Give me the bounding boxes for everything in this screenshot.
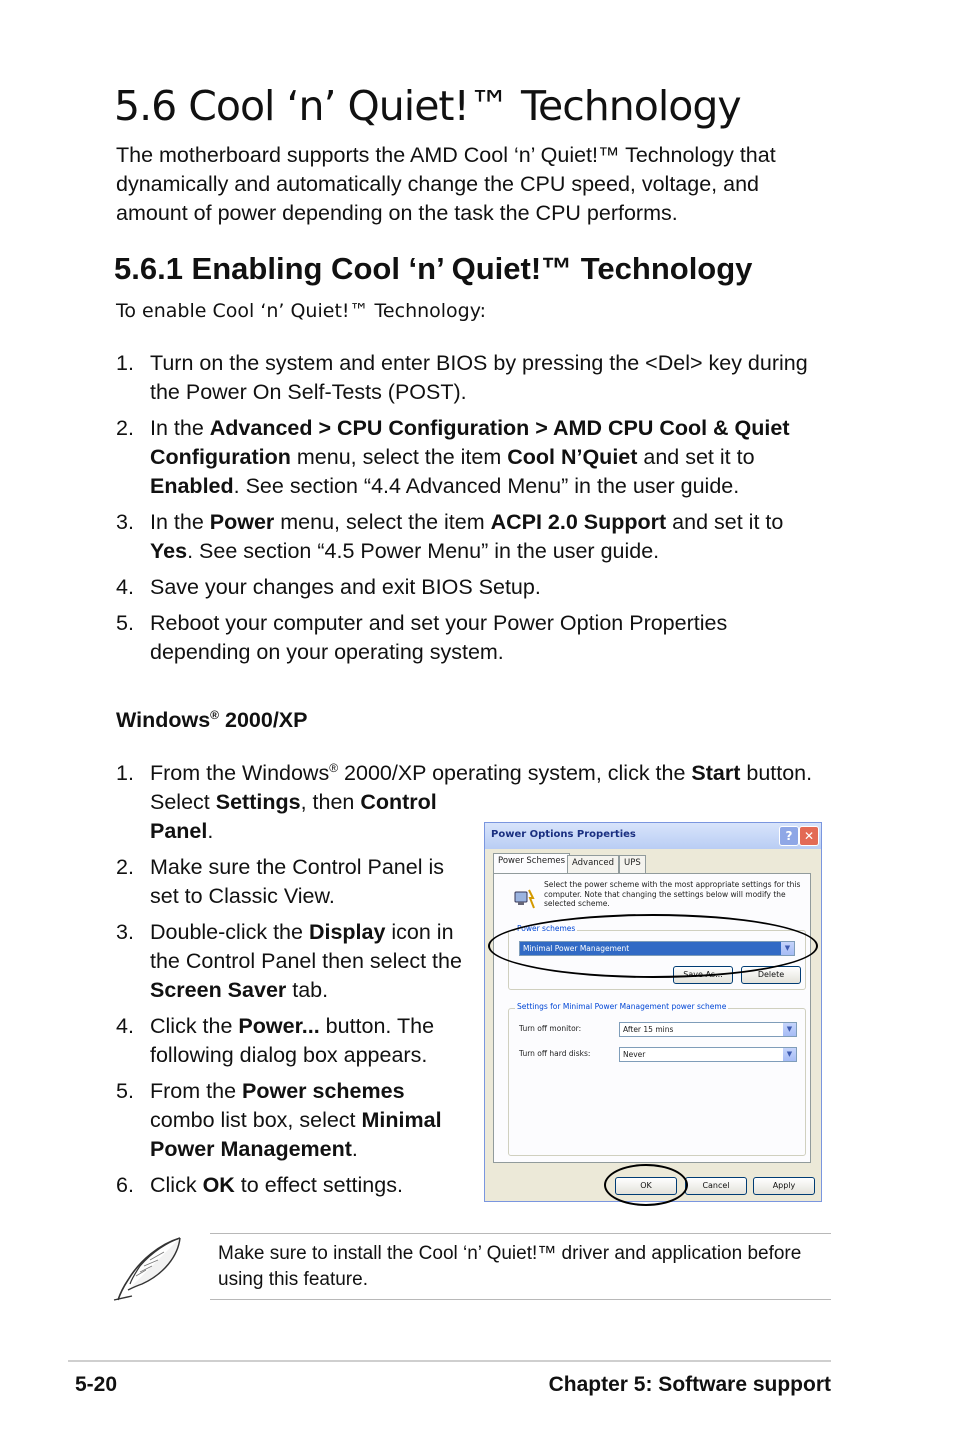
list-item: 4. Save your changes and exit BIOS Setup. [116, 575, 541, 599]
footer-divider [68, 1360, 831, 1362]
highlight-oval [604, 1164, 688, 1206]
list-item: 5. Reboot your computer and set your Power Option Properties depending on your operating system. [116, 611, 728, 664]
page-number: 5-20 [75, 1373, 118, 1396]
list-item: 1. From the Windows® 2000/XP operating system, click the Start button. Select Settings, then Control Panel. [116, 760, 813, 843]
dialog-title: Power Options Properties [491, 829, 636, 840]
list-item: 4. Click the Power... button. The following dialog box appears. [116, 1014, 435, 1067]
list-item: 5. From the Power schemes combo list box, select Minimal Power Management. [116, 1079, 442, 1161]
page-title: 5.6 Cool ‘n’ Quiet!™ Technology [114, 82, 741, 130]
note-divider-bottom [210, 1299, 831, 1300]
windows-steps [116, 853, 468, 1207]
power-scheme-icon [512, 886, 538, 912]
chevron-down-icon[interactable]: ▼ [783, 1048, 796, 1061]
list-item: 2. In the Advanced > CPU Configuration > AMD CPU Cool & Quiet Configuration menu, select the item Cool N’Quiet and set it to Enabled. See section “4.4 Advanced Menu” in the user guide. [116, 416, 790, 498]
power-schemes-combo[interactable]: Minimal Power Management ▼ [519, 941, 795, 956]
power-options-dialog [484, 822, 822, 1202]
cancel-button[interactable]: Cancel [685, 1177, 747, 1195]
note-text: Make sure to install the Cool ‘n’ Quiet!™ driver and application before using this feature. [218, 1243, 802, 1290]
bios-steps [116, 349, 821, 674]
scheme-settings-label: Settings for Minimal Power Management power scheme [517, 1002, 727, 1011]
scheme-description: Select the power scheme with the most appropriate settings for this computer. Note that changing the settings below will modify the selected scheme. [544, 880, 801, 908]
chevron-down-icon[interactable]: ▼ [783, 1023, 796, 1036]
help-button[interactable]: ? [779, 826, 799, 846]
scheme-settings-group [508, 1002, 806, 1156]
power-schemes-label: Power schemes [517, 924, 576, 933]
tab-power-schemes[interactable]: Power Schemes [493, 853, 570, 874]
apply-button[interactable]: Apply [753, 1177, 815, 1195]
turn-off-disks-label: Turn off hard disks: [519, 1049, 591, 1058]
section-heading: 5.6.1 Enabling Cool ‘n’ Quiet!™ Technology [114, 251, 753, 286]
save-as-button[interactable]: Save As... [673, 966, 733, 984]
lead-text: To enable Cool ‘n’ Quiet!™ Technology: [116, 300, 486, 322]
list-item: 3. In the Power menu, select the item ACPI 2.0 Support and set it to Yes. See section “4.5 Power Menu” in the user guide. [116, 510, 784, 563]
list-item: 2. Make sure the Control Panel is set to Classic View. [116, 855, 444, 908]
list-item: 1. Turn on the system and enter BIOS by pressing the <Del> key during the Power On Self-Tests (POST). [116, 351, 808, 404]
note-divider-top [210, 1233, 831, 1234]
delete-button[interactable]: Delete [741, 966, 801, 984]
list-item: 6. Click OK to effect settings. [116, 1173, 403, 1197]
ok-button[interactable]: OK [615, 1177, 677, 1195]
tab-ups[interactable]: UPS [619, 855, 646, 873]
dialog-titlebar [485, 823, 821, 849]
close-button[interactable]: ✕ [799, 826, 819, 846]
turn-off-monitor-label: Turn off monitor: [519, 1024, 582, 1033]
intro-paragraph: The motherboard supports the AMD Cool ‘n’ Quiet!™ Technology that dynamically and automatically change the CPU speed, voltage, and amount of power depending on the task the CPU performs. [116, 143, 776, 225]
highlight-oval [488, 914, 818, 978]
list-item: 3. Double-click the Display icon in the Control Panel then select the Screen Saver tab. [116, 920, 462, 1002]
turn-off-monitor-combo[interactable]: After 15 mins ▼ [619, 1022, 797, 1037]
windows-heading: Windows® 2000/XP [116, 707, 308, 732]
feather-quill-icon [112, 1236, 186, 1304]
chapter-title: Chapter 5: Software support [548, 1373, 831, 1396]
chevron-down-icon[interactable]: ▼ [781, 942, 794, 955]
turn-off-disks-combo[interactable]: Never ▼ [619, 1047, 797, 1062]
tab-advanced[interactable]: Advanced [567, 855, 619, 873]
